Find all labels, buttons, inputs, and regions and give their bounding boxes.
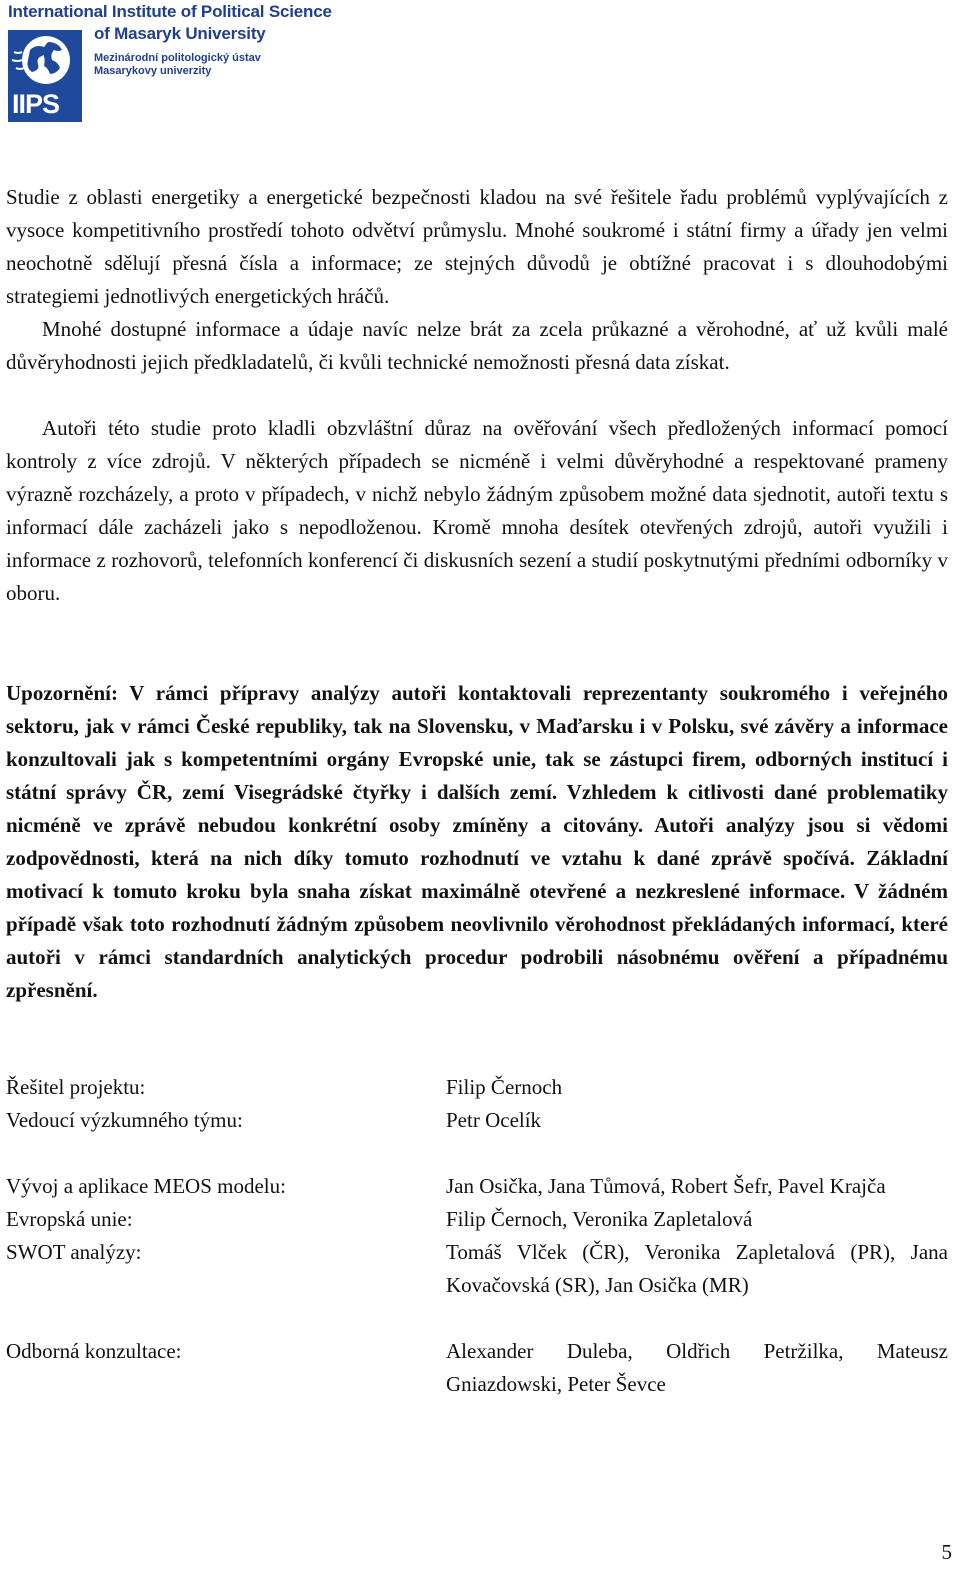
notice-text: V rámci přípravy analýzy autoři kontaktovali reprezentanty soukromého i veřejného sektoru, jak v rámci České republiky, tak na Slovensku, v Maďarsku i v Polsku, své závěry a informace konzultovali jak s kompetentními orgány Evropské unie, tak se zástupci firem, odborných institucí i státní správy ČR, zemí Visegrádské čtyřky i dalších zemí. Vzhledem k citlivosti dané problematiky nicméně ve zprávě nebudou konkrétní osoby zmíněny a citovány. Autoři analýzy jsou si vědomi zodpovědnosti, která na nich díky tomuto rozhodnutí ve vztahu k dané zprávě spočívá. Základní motivací k tomuto kroku byla snaha získat maximálně otevřené a nezkreslené informace. V žádném případě však toto rozhodnutí žádným způsobem neovlivnilo věrohodnost překládaných informací, které autoři v rámci standardních analytických procedur podrobili násobnému ověření a případnému zpřesnění. xyxy=(6,681,948,1002)
institute-logo xyxy=(8,2,348,126)
credit-names: Filip Černoch, Veronika Zapletalová xyxy=(446,1207,753,1231)
credit-row xyxy=(6,1170,948,1203)
credit-role: Odborná konzultace: xyxy=(6,1339,182,1363)
notice-label: Upozornění: xyxy=(6,681,118,705)
credit-row xyxy=(6,1236,948,1302)
credit-names: Filip Černoch xyxy=(446,1075,563,1099)
credit-role: Vedoucí výzkumného týmu: xyxy=(6,1108,243,1132)
logo-badge xyxy=(8,30,82,122)
org-name-czech: Mezinárodní politologický ústav Masarykovy univerzity xyxy=(94,52,261,77)
credit-names: Alexander Duleba, Oldřich Petržilka, Mateusz Gniazdowski, Peter Ševce xyxy=(446,1339,948,1396)
paragraph-2: Mnohé dostupné informace a údaje navíc nelze brát za zcela průkazné a věrohodné, ať už kvůli malé důvěryhodnosti jejich předkladatelů, či kvůli technické nemožnosti přesná data získat. xyxy=(6,317,948,374)
credit-names: Jan Osička, Jana Tůmová, Robert Šefr, Pavel Krajča xyxy=(446,1174,886,1198)
credit-row xyxy=(6,1203,948,1236)
paragraph-3: Autoři této studie proto kladli obzvláštní důraz na ověřování všech předložených informací pomocí kontroly z více zdrojů. V některých případech se nicméně i velmi důvěryhodné a respektované prameny výrazně rozcházely, a proto v případech, v nichž nebylo žádným způsobem možné data sjednotit, autoři textu s informací dále zacházeli jako s nepodloženou. Kromě mnoha desítek otevřených zdrojů, autoři využili i informace z rozhovorů, telefonních konferencí či diskusních sezení a studií poskytnutými předními odborníky v oboru. xyxy=(6,416,948,605)
credit-row xyxy=(6,1071,948,1104)
credit-names: Tomáš Vlček (ČR), Veronika Zapletalová (PR), Jana Kovačovská (SR), Jan Osička (MR) xyxy=(446,1240,948,1297)
spacer xyxy=(6,1137,948,1170)
org-name-line1: International Institute of Political Science xyxy=(8,2,332,21)
credit-role: Evropská unie: xyxy=(6,1207,133,1231)
credit-row xyxy=(6,1104,948,1137)
paragraph-1: Studie z oblasti energetiky a energetické bezpečnosti kladou na své řešitele řadu problémů vyplývajících z vysoce kompetitivního prostředí tohoto odvětví průmyslu. Mnohé soukromé i státní firmy a úřady jen velmi neochotně sdělují přesná čísla a informace; ze stejných důvodů je obtížné pracovat i s dlouhodobými strategiemi jednotlivých energetických hráčů. xyxy=(6,185,948,308)
credit-role: Vývoj a aplikace MEOS modelu: xyxy=(6,1174,286,1198)
credit-row xyxy=(6,1335,948,1401)
globe-icon xyxy=(8,30,82,92)
logo-text: IIPS xyxy=(12,89,60,119)
notice-paragraph xyxy=(6,677,948,1007)
org-name-line2: of Masaryk University xyxy=(94,24,266,43)
credits-section xyxy=(6,1071,948,1401)
credit-role: Řešitel projektu: xyxy=(6,1075,146,1099)
credit-names: Petr Ocelík xyxy=(446,1108,542,1132)
spacer xyxy=(6,1302,948,1335)
page-number: 5 xyxy=(941,1540,952,1564)
credit-role: SWOT analýzy: xyxy=(6,1240,142,1264)
